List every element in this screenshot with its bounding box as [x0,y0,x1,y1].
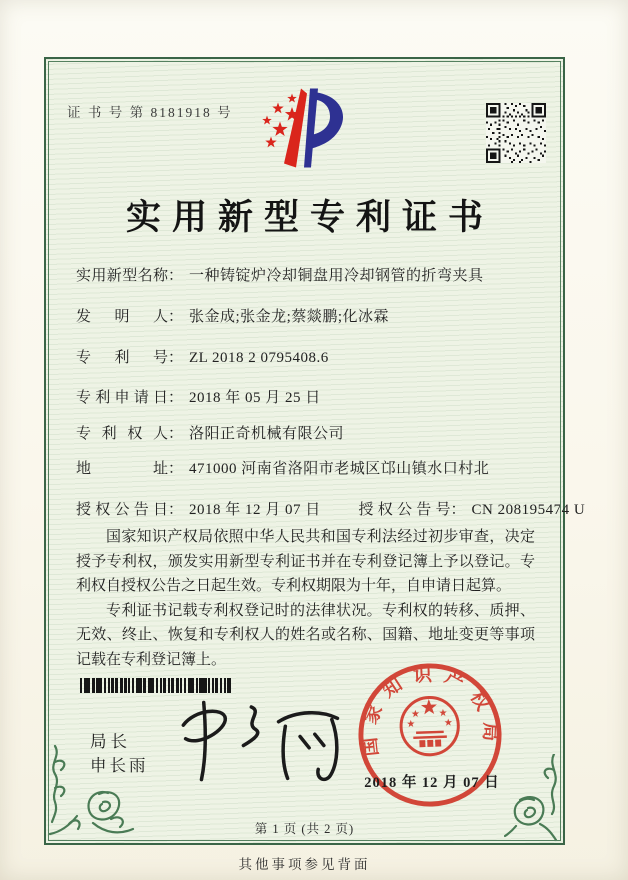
field-value: 一种铸锭炉冷却铜盘用冷却钢管的折弯夹具 [189,268,484,284]
grant-date-pair: 授权公告日： 2018 年 12 月 07 日 [76,502,321,518]
field-row-patentee: 专利权人： 洛阳正奇机械有限公司 [76,422,537,443]
commissioner-title: 局长 [90,732,131,751]
field-value: ZL 2018 2 0795408.6 [189,350,329,366]
field-row-grant [76,498,586,519]
field-value: 2018 年 05 月 25 日 [189,390,321,406]
field-row-filing-date: 专利申请日： 2018 年 05 月 25 日 [76,386,537,407]
field-label: 专利号 [76,350,168,366]
field-value: 471000 河南省洛阳市老城区邙山镇水口村北 [189,461,490,477]
field-value: 洛阳正奇机械有限公司 [189,426,345,442]
field-label: 发明人 [76,309,168,325]
seal-text: 国家知识产权局 [358,664,501,758]
cnipa-patent-logo-icon [261,87,351,173]
certificate-number: 证 书 号 第 8181918 号 [67,105,233,120]
seal-date: 2018 年 12 月 07 日 [364,775,500,791]
field-row-name: 实用新型名称： 一种铸锭炉冷却铜盘用冷却钢管的折弯夹具 [76,264,537,285]
certificate-title: 实用新型专利证书 [125,198,494,237]
field-value: 2018 年 12 月 07 日 [189,502,321,518]
barcode [80,678,232,693]
field-value: CN 208195474 U [471,502,586,518]
field-label: 专利权人 [76,426,168,442]
field-value: 张金成;张金龙;蔡燚鹏;化冰霖 [189,309,390,325]
commissioner-signature [172,695,342,787]
field-label: 地址 [76,461,168,477]
grant-number-pair: 授权公告号： CN 208195474 U [359,502,586,518]
page-info: 第 1 页 (共 2 页) [254,822,355,836]
field-label: 授权公告日 [76,502,168,518]
qr-code-icon [486,103,546,163]
field-label: 授权公告号 [358,502,451,518]
field-row-address: 地址： 471000 河南省洛阳市老城区邙山镇水口村北 [76,457,537,478]
back-note: 其他事项参见背面 [238,857,371,872]
field-label: 专利申请日 [76,390,168,406]
commissioner-name: 申长雨 [90,756,149,775]
legal-paragraph-1: 国家知识产权局依照中华人民共和国专利法经过初步审查，决定授予专利权，颁发实用新型专利证书并在专利登记簿上予以登记。专利权自授权公告之日起生效。专利权期限为十年，自申请日起算。 [76,529,535,594]
legal-text [76,525,535,672]
field-label: 实用新型名称 [76,268,168,284]
field-row-patent-number: 专利号： ZL 2018 2 0795408.6 [76,346,537,367]
legal-paragraph-2: 专利证书记载专利权登记时的法律状况。专利权的转移、质押、无效、终止、恢复和专利权人的姓名或名称、国籍、地址变更等事项记载在专利登记簿上。 [76,602,535,668]
national-emblem-icon [400,697,459,756]
certificate-frame [44,57,586,845]
field-row-inventor: 发明人： 张金成;张金龙;蔡燚鹏;化冰霖 [76,305,537,326]
